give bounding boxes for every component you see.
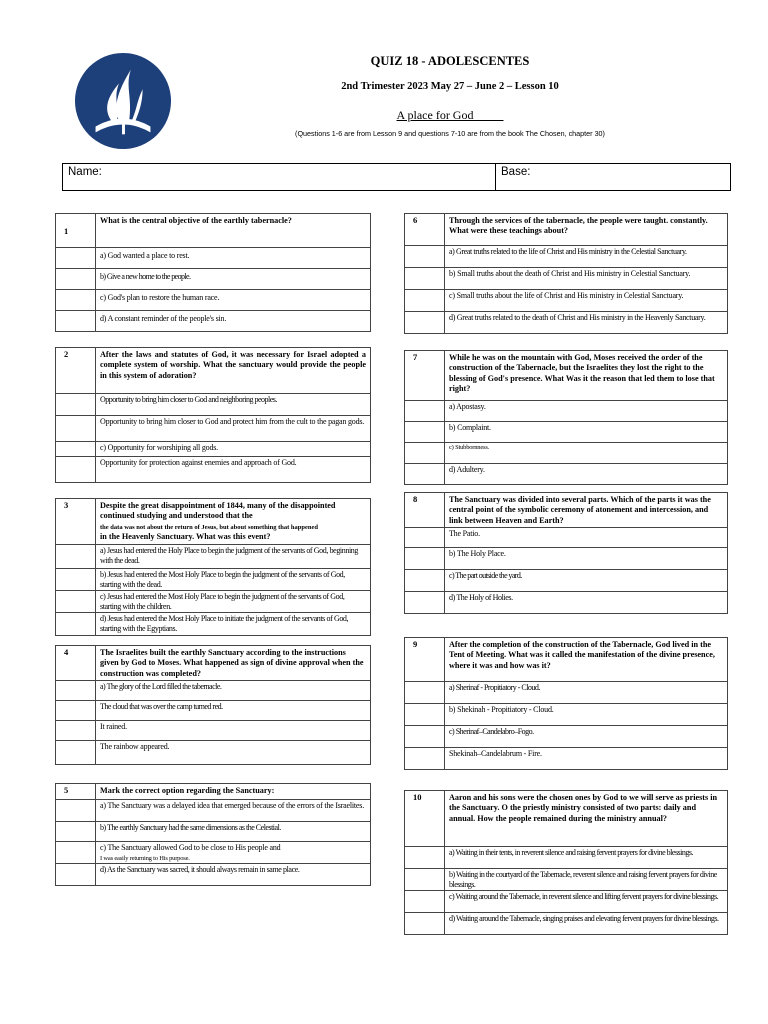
source-note: (Questions 1-6 are from Lesson 9 and questions 7-10 are from the book The Chosen, chapter 30) [295,129,605,138]
question-number: 8 [405,493,445,528]
question-text: Aaron and his sons were the chosen ones by God to we will serve as priests in the Sanctuary. O the priestly ministry consisted of two parts: daily and annual. How the people remained during the ministry annual? [445,791,728,847]
answer-option[interactable]: c) Waiting around the Tabernacle, in reverent silence and lifting fervent prayers for divine blessings. [445,891,728,913]
question-text: Mark the correct option regarding the Sanctuary: [96,784,371,800]
question-text: After the completion of the construction of the Tabernacle, God lived in the Tent of Meeting. What was it called the manifestation of the divine presence, where it was and how was it? [445,638,728,682]
question-number: 10 [405,791,445,847]
question-number: 5 [56,784,96,800]
answer-option[interactable]: b) Give a new home to the people. [96,269,371,290]
question-number: 1 [56,214,96,248]
answer-option[interactable]: d) Waiting around the Tabernacle, singing praises and elevating fervent prayers for divine blessings. [445,913,728,935]
answer-option[interactable]: a) Waiting in their tents, in reverent silence and raising fervent prayers for divine blessings. [445,847,728,869]
answer-option[interactable]: Opportunity to bring him closer to God and neighboring peoples. [96,394,371,416]
answer-option[interactable]: b) Complaint. [445,422,728,443]
answer-option[interactable]: a) Apostasy. [445,401,728,422]
base-label: Base: [501,166,531,178]
answer-option[interactable]: c) Stubbornness. [445,443,728,464]
question-number: 3 [56,499,96,545]
answer-option[interactable]: b) Jesus had entered the Most Holy Place to begin the judgment of the servants of God, starting with the dead. [96,569,371,591]
answer-option[interactable]: Shekinah–Candelabrum - Fire. [445,748,728,770]
answer-option[interactable]: d) The Holy of Holies. [445,591,728,613]
answer-option[interactable]: Opportunity for protection against enemies and approach of God. [96,457,371,483]
name-label: Name: [68,166,102,178]
answer-option[interactable]: b) The earthly Sanctuary had the same dimensions as the Celestial. [96,822,371,842]
answer-option[interactable]: d) Great truths related to the death of Christ and His ministry in the Heavenly Sanctuary. [445,312,728,334]
answer-option[interactable]: b) Small truths about the death of Christ and His ministry in Celestial Sanctuary. [445,268,728,290]
question-text: After the laws and statutes of God, it was necessary for Israel adopted a complete system of worship. What the sanctuary would provide the people in this system of adoration? [96,348,371,394]
answer-option[interactable]: It rained. [96,720,371,740]
answer-option[interactable]: c) The Sanctuary allowed God to be close to His people and I was easily returning to His purpose. [96,842,371,864]
question-text: Despite the great disappointment of 1844, many of the disappointed continued studying and understood that the the data was not about the return of Jesus, but about something that happened in the Heavenly Sanctuary. What was this event? [96,499,371,545]
adventist-flame-logo-icon [74,52,172,150]
answer-option[interactable]: c) Small truths about the life of Christ and His ministry in Celestial Sanctuary. [445,290,728,312]
question-5-table [55,783,371,886]
question-2-table [55,347,371,483]
quiz-title: QUIZ 18 - ADOLESCENTES [370,54,530,68]
trimester-line: 2nd Trimester 2023 May 27 – June 2 – Lesson 10 [341,81,559,92]
lesson-title: A place for God [396,108,474,122]
answer-option[interactable]: d) Jesus had entered the Most Holy Place to initiate the judgment of the servants of God, starting with the Egyptians. [96,613,371,635]
answer-option[interactable]: a) The glory of the Lord filled the tabernacle. [96,680,371,700]
question-9-table [404,637,728,770]
answer-option[interactable]: a) Jesus had entered the Holy Place to begin the judgment of the servants of God, beginning with the dead. [96,545,371,569]
question-10-table [404,790,728,935]
answer-option[interactable]: c) Jesus had entered the Most Holy Place to begin the judgment of the servants of God, starting with the children. [96,591,371,613]
question-number: 4 [56,646,96,681]
answer-option[interactable]: The rainbow appeared. [96,740,371,764]
question-6-table [404,213,728,334]
question-number: 7 [405,351,445,401]
question-number: 9 [405,638,445,682]
answer-option[interactable]: c) The part outside the yard. [445,569,728,591]
question-1-table [55,213,371,332]
question-number: 2 [56,348,96,394]
answer-option[interactable]: The cloud that was over the camp turned red. [96,700,371,720]
answer-option[interactable]: c) God's plan to restore the human race. [96,290,371,311]
question-number: 6 [405,214,445,246]
answer-option[interactable]: b) Waiting in the courtyard of the Tabernacle, reverent silence and raising fervent prayers for divine blessings. [445,869,728,891]
question-text: The Sanctuary was divided into several parts. Which of the parts it was the central point of the symbolic ceremony of atonement and intercession, and link between Heaven and Earth? [445,493,728,528]
answer-option[interactable]: a) Sherinaf - Propitiatory - Cloud. [445,682,728,704]
student-info-box [62,163,731,191]
answer-option[interactable]: d) As the Sanctuary was sacred, it should always remain in same place. [96,864,371,886]
question-4-table [55,645,371,765]
name-field[interactable] [63,164,496,190]
question-8-table [404,492,728,614]
question-text: While he was on the mountain with God, Moses received the order of the construction of the Tabernacle, but the Israelites they lost the right to the blessing of God's presence. What Was it the reason that led them to lose that right? [445,351,728,401]
answer-option[interactable]: Opportunity to bring him closer to God and protect him from the cult to the pagan gods. [96,416,371,442]
answer-option[interactable]: d) A constant reminder of the people's sin. [96,311,371,332]
answer-option[interactable]: a) God wanted a place to rest. [96,248,371,269]
answer-option[interactable]: b) The Holy Place. [445,547,728,569]
question-3-table [55,498,371,636]
question-text: Through the services of the tabernacle, the people were taught. constantly. What were these teachings about? [445,214,728,246]
question-text: The Israelites built the earthly Sanctuary according to the instructions given by God to Moses. What happened as sign of divine approval when the construction was completed? [96,646,371,681]
answer-option[interactable]: d) Adultery. [445,464,728,485]
answer-option[interactable]: The Patio. [445,527,728,547]
answer-option[interactable]: c) Opportunity for worshiping all gods. [96,442,371,457]
base-field[interactable] [496,164,535,190]
answer-option[interactable]: b) Shekinah - Propitiatory - Cloud. [445,704,728,726]
answer-option[interactable]: a) The Sanctuary was a delayed idea that emerged because of the errors of the Israelites. [96,800,371,822]
question-text: What is the central objective of the earthly tabernacle? [96,214,371,248]
answer-option[interactable]: a) Great truths related to the life of Christ and His ministry in the Celestial Sanctuary. [445,246,728,268]
question-7-table [404,350,728,485]
answer-option[interactable]: c) Sherinaf–Candelabro–Fogo. [445,726,728,748]
